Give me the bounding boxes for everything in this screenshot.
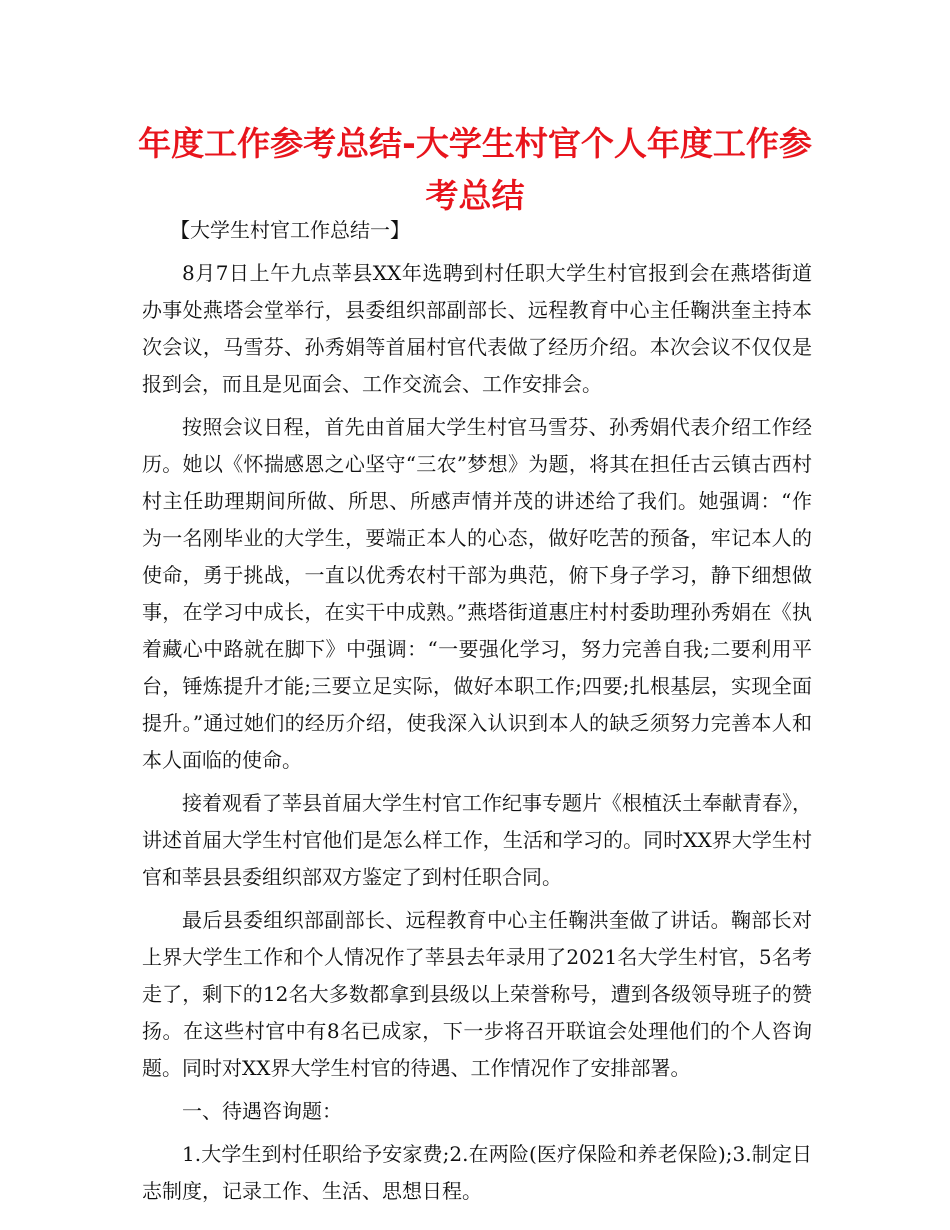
body-paragraph: 最后县委组织部副部长、远程教育中心主任鞠洪奎做了讲话。鞠部长对上界大学生工作和个人情况作了莘县去年录用了2021名大学生村官，5名考走了，剩下的12名大多数都拿到县级以上荣誉称号，遭到各级领导班子的赞扬。在这些村官中有8名已成家，下一步将召开联谊会处理他们的个人咨询题。同时对XX界大学生村官的待遇、工作情况作了安排部署。	[142, 908, 812, 1080]
body-paragraph: 8月7日上午九点莘县XX年选聘到村任职大学生村官报到会在燕塔街道办事处燕塔会堂举行，县委组织部副部长、远程教育中心主任鞠洪奎主持本次会议，马雪芬、孙秀娟等首届村官代表做了经历介绍。本次会议不仅仅是报到会，而且是见面会、工作交流会、工作安排会。	[142, 261, 812, 396]
section-heading: 【大学生村官工作总结一】	[170, 218, 410, 242]
body-paragraph: 接着观看了莘县首届大学生村官工作纪事专题片《根植沃土奉献青春》，讲述首届大学生村官他们是怎么样工作，生活和学习的。同时XX界大学生村官和莘县县委组织部双方鉴定了到村任职合同。	[142, 791, 812, 889]
body-paragraph: 按照会议日程，首先由首届大学生村官马雪芬、孙秀娟代表介绍工作经历。她以《怀揣感恩之心坚守“三农”梦想》为题，将其在担任古云镇古西村村主任助理期间所做、所思、所感声情并茂的讲述给了我们。她强调：“作为一名刚毕业的大学生，要端正本人的心态，做好吃苦的预备，牢记本人的使命，勇于挑战，一直以优秀农村干部为典范，俯下身子学习，静下细想做事，在学习中成长，在实干中成熟。”燕塔街道惠庄村村委助理孙秀娟在《执着藏心中路就在脚下》中强调：“一要强化学习，努力完善自我;二要利用平台，锤炼提升才能;三要立足实际，做好本职工作;四要;扎根基层，实现全面提升。”通过她们的经历介绍，使我深入认识到本人的缺乏须努力完善本人和本人面临的使命。	[142, 415, 812, 772]
document-title: 年度工作参考总结-大学生村官个人年度工作参考总结	[138, 124, 812, 215]
subheading: 一、待遇咨询题：	[182, 1099, 342, 1123]
document-body	[142, 212, 812, 1216]
list-paragraph: 1.大学生到村任职给予安家费;2.在两险(医疗保险和养老保险);3.制定日志制度，记录工作、生活、思想日程。	[142, 1142, 812, 1203]
